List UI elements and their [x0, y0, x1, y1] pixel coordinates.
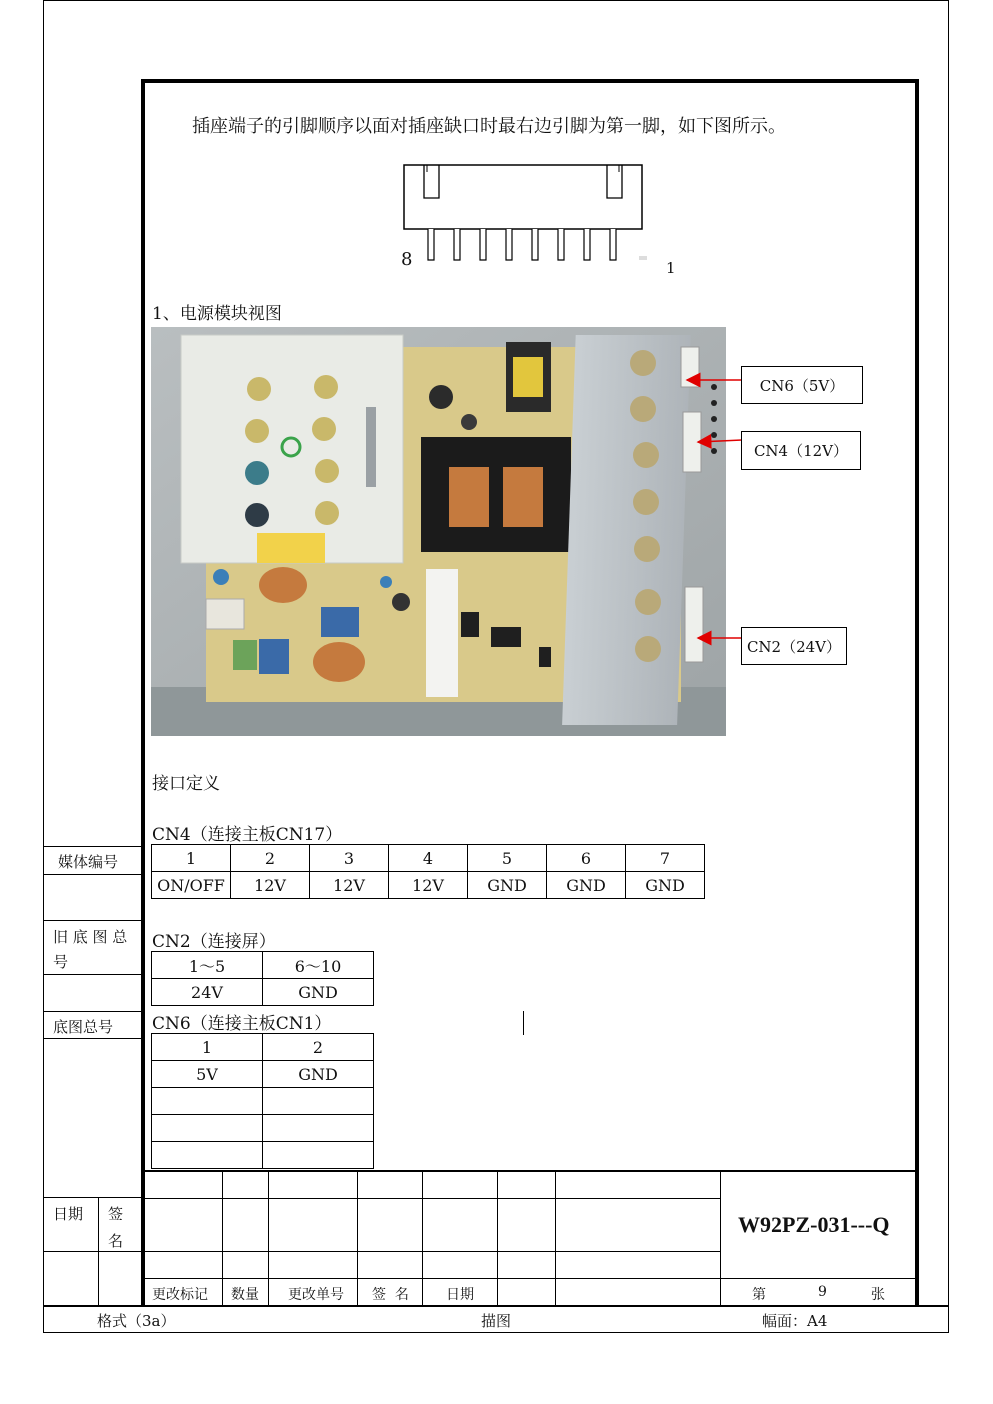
cn2-value-row	[152, 979, 374, 1006]
outer-frame-bottom	[43, 1332, 949, 1333]
cn4-arrow	[698, 440, 742, 442]
inner-frame-top	[141, 79, 919, 83]
cn6-pin-row	[152, 1034, 374, 1061]
tb-label-sign: 签 名	[372, 1287, 409, 1303]
outer-frame-left	[43, 0, 44, 1333]
cn4-pin-row	[152, 845, 705, 872]
tb-label-change-mark: 更改标记	[152, 1287, 208, 1303]
text-cursor	[523, 1011, 524, 1035]
cn4-title: CN4（连接主板CN17）	[152, 825, 343, 845]
cn4-pin: 7	[626, 845, 705, 872]
cn6-empty-row	[152, 1088, 374, 1115]
tb-top	[143, 1170, 917, 1172]
cn4-pin: 4	[389, 845, 468, 872]
cn4-pin: 1	[152, 845, 231, 872]
old-base-no-label-2: 号	[53, 953, 69, 971]
inner-frame-right	[915, 79, 919, 1305]
cn4-value: GND	[547, 872, 626, 899]
cn2-pin: 1～5	[152, 952, 263, 979]
cn6-title: CN6（连接主板CN1）	[152, 1014, 332, 1034]
side-line	[43, 846, 141, 847]
tb-col	[720, 1170, 721, 1306]
document-number: W92PZ-031---Q	[738, 1212, 890, 1237]
cn4-pin: 6	[547, 845, 626, 872]
tb-row	[143, 1251, 721, 1252]
callout-arrows	[660, 370, 750, 660]
pin-label-1: 1	[666, 259, 676, 277]
connector-pins	[428, 229, 616, 260]
cn2-value: GND	[263, 979, 374, 1006]
inner-frame-left	[141, 79, 145, 1305]
pin-order-note: 插座端子的引脚顺序以面对插座缺口时最右边引脚为第一脚，如下图所示。	[192, 116, 786, 137]
cn4-pin: 5	[468, 845, 547, 872]
side-sign-label-2: 名	[108, 1232, 124, 1250]
cn2-pin-row	[152, 952, 374, 979]
cn4-pin: 3	[310, 845, 389, 872]
side-line	[43, 1011, 141, 1012]
footer-divider	[43, 1305, 949, 1307]
side-line	[43, 1038, 141, 1039]
cn6-table	[151, 1033, 374, 1169]
cn4-value: 12V	[310, 872, 389, 899]
connector-pin	[480, 229, 486, 260]
cn4-value: ON/OFF	[152, 872, 231, 899]
cn4-value-row	[152, 872, 705, 899]
callout-cn4: CN4（12V）	[741, 431, 861, 470]
tb-col	[222, 1170, 223, 1306]
cn6-empty-row	[152, 1115, 374, 1142]
cn4-value: GND	[626, 872, 705, 899]
cn4-value: 12V	[389, 872, 468, 899]
footer-tracing: 描图	[481, 1312, 512, 1330]
media-no-label: 媒体编号	[58, 853, 119, 871]
sheet-suffix: 张	[871, 1287, 885, 1303]
power-module-photo	[151, 327, 726, 736]
side-sign-label-1: 签	[108, 1205, 124, 1223]
tb-label-change-no: 更改单号	[288, 1287, 344, 1303]
cn2-value: 24V	[152, 979, 263, 1006]
cn4-table	[151, 844, 705, 899]
tb-label-date: 日期	[446, 1287, 474, 1303]
cn4-pin: 2	[231, 845, 310, 872]
side-divider	[98, 1197, 99, 1307]
connector-pin	[532, 229, 538, 260]
main-transformer	[421, 437, 571, 552]
side-line	[43, 1251, 141, 1252]
cn6-value: GND	[263, 1061, 374, 1088]
side-date-label: 日期	[53, 1205, 84, 1223]
cn6-empty-row	[152, 1142, 374, 1169]
tb-row	[143, 1278, 917, 1279]
callout-cn6: CN6（5V）	[741, 366, 863, 404]
tb-row	[143, 1198, 721, 1199]
connector-diagram	[395, 160, 655, 270]
connector-pin	[558, 229, 564, 260]
tb-col	[357, 1170, 358, 1306]
connector-pin	[454, 229, 460, 260]
power-module-view-title: 1、电源模块视图	[152, 304, 282, 324]
tb-col	[422, 1170, 423, 1306]
footer-paper-size: 幅面：A4	[762, 1312, 828, 1330]
footer-format: 格式（3a）	[97, 1312, 176, 1330]
sheet-prefix: 第	[752, 1287, 766, 1303]
interface-definition-title: 接口定义	[152, 774, 220, 794]
cn6-pin: 2	[263, 1034, 374, 1061]
connector-pin	[584, 229, 590, 260]
side-line	[43, 920, 141, 921]
cn2-table	[151, 951, 374, 1006]
tb-col	[555, 1170, 556, 1306]
connector-pin	[506, 229, 512, 260]
outer-frame-top	[43, 0, 949, 1]
sheet-number: 9	[818, 1284, 827, 1300]
cn6-pin: 1	[152, 1034, 263, 1061]
tb-col	[497, 1170, 498, 1306]
tb-label-quantity: 数量	[231, 1287, 259, 1303]
base-total-no-label: 底图总号	[53, 1018, 114, 1036]
cn2-title: CN2（连接屏）	[152, 932, 276, 952]
outer-frame-right	[948, 0, 949, 1333]
cn6-value: 5V	[152, 1061, 263, 1088]
cn4-value: 12V	[231, 872, 310, 899]
cn2-pin: 6～10	[263, 952, 374, 979]
side-line	[43, 974, 141, 975]
old-base-no-label-1: 旧 底 图 总	[53, 928, 128, 946]
side-line	[43, 874, 141, 875]
connector-housing	[404, 165, 642, 229]
cn4-value: GND	[468, 872, 547, 899]
cn6-value-row	[152, 1061, 374, 1088]
connector-pin	[610, 229, 616, 260]
connector-pin	[428, 229, 434, 260]
callout-cn2: CN2（24V）	[741, 627, 847, 665]
side-line	[43, 1197, 141, 1198]
pin-label-8: 8	[401, 249, 413, 270]
tb-col	[268, 1170, 269, 1306]
